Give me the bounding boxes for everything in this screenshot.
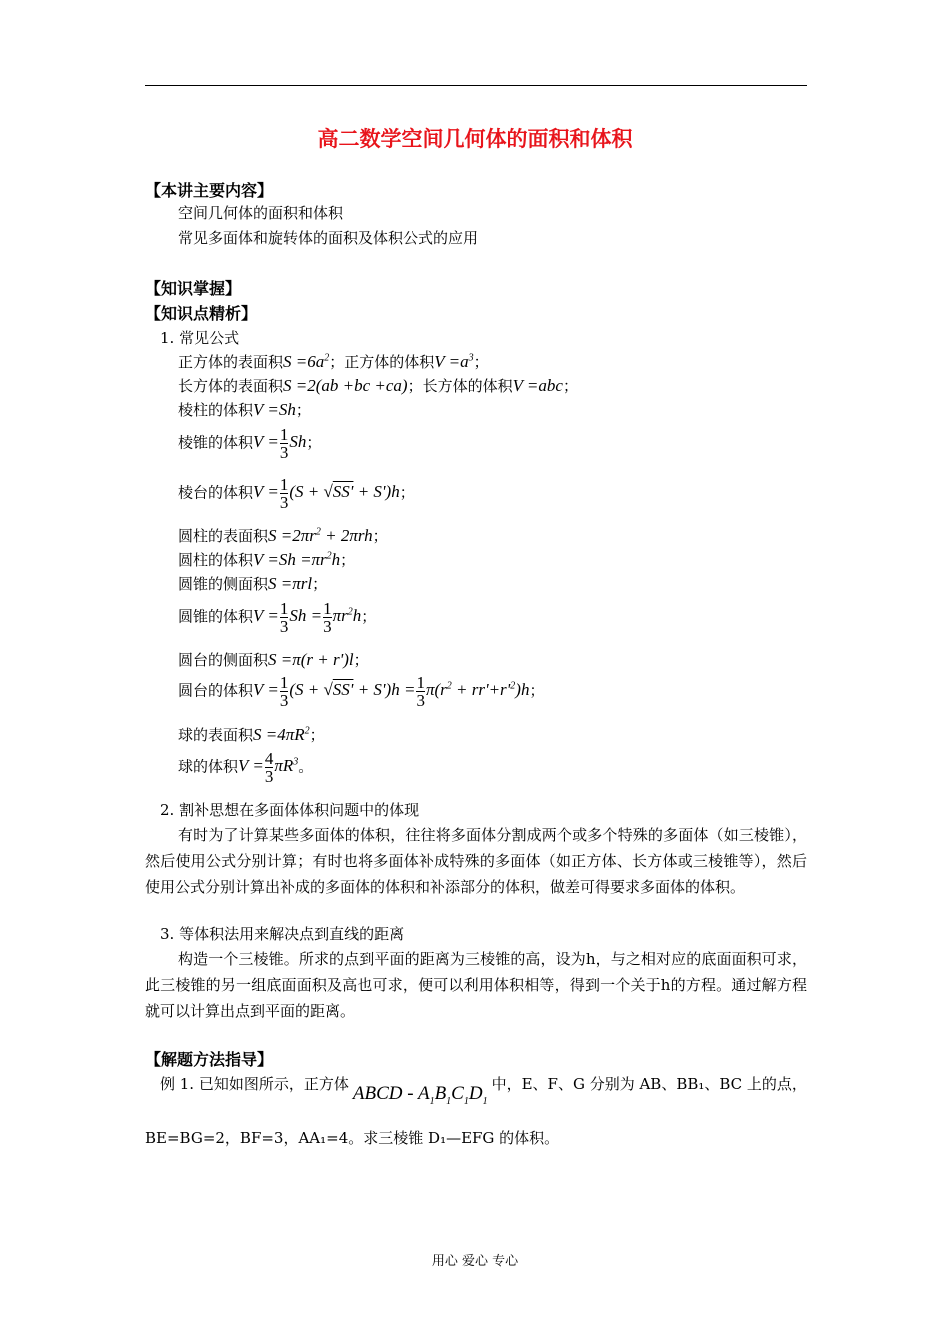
example1-line2: BE=BG=2，BF=3，AA₁=4。求三棱锥 D₁—EFG 的体积。 (145, 1129, 560, 1147)
formula-prism: 棱柱的体积V =Sh； (178, 400, 311, 419)
formula-sphere-volume: 球的体积V = $\frac{4}{3}$ $\pi R^3$。 (178, 749, 314, 786)
formula-cone-side: 圆锥的侧面积S =πrl； (178, 574, 328, 593)
formula-pyramid: 棱锥的体积V = $\frac{1}{3}$ Sh； (178, 425, 322, 462)
formula-sphere-area: 球的表面积$S =4\pi R^2$； (178, 725, 325, 744)
main-content-line-1: 空间几何体的面积和体积 (178, 204, 344, 222)
page-title: 高二数学空间几何体的面积和体积 (317, 127, 633, 151)
item3-body: 构造一个三棱锥。所求的点到平面的距离为三棱锥的高，设为h，与之相对应的底面面积可求，此三棱锥的另一组底面面积及高也可求，便可以利用体积相等，得到一个关于h的方程。通过解方程就可以计算出点到平面的距离。 (145, 950, 807, 1020)
item1-heading: 1. 常见公式 (160, 329, 240, 347)
page-footer: 用心 爱心 专心 (431, 1254, 519, 1269)
formula-cone-volume: 圆锥的体积V = $\frac{1}{3}$ Sh = $\frac{1}{3}$ $\pi r^2h$； (178, 599, 377, 636)
heading-knowledge-points: 【知识点精析】 (145, 304, 258, 323)
heading-knowledge: 【知识掌握】 (145, 279, 242, 298)
item2-heading: 2. 割补思想在多面体体积问题中的体现 (160, 801, 420, 819)
formula-truncated-cone-side: 圆台的侧面积S =π(r + r')l； (178, 650, 369, 669)
formula-cylinder-volume: 圆柱的体积$V =Sh =\pi r^2h$； (178, 550, 356, 569)
top-rule (145, 85, 807, 86)
main-content-line-2: 常见多面体和旋转体的面积及体积公式的应用 (178, 229, 479, 247)
formula-cylinder-area: 圆柱的表面积$S =2\pi r^2 + 2\pi rh$； (178, 526, 388, 545)
formula-cuboid: 长方体的表面积S =2(ab +bc +ca)；长方体的体积V =abc； (178, 376, 578, 395)
formula-frustum: 棱台的体积V = $\frac{1}{3}$ (S + √SS' + S')h； (178, 475, 415, 512)
example1-line1: 例 1. 已知如图所示，正方体 ABCD - $A_1B_1C_1D_1$中，E、F、G 分别为 AB、BB₁、BC 上的点， (160, 1075, 807, 1107)
heading-main-content: 【本讲主要内容】 (145, 181, 274, 200)
item2-body: 有时为了计算某些多面体的体积，往往将多面体分割成两个或多个特殊的多面体（如三棱锥），然后使用公式分别计算；有时也将多面体补成特殊的多面体（如正方体、长方体或三棱锥等），然后使用公式分别计算出补成的多面体的体积和补添部分的体积，做差可得要求多面体的体积。 (145, 826, 807, 896)
item3-heading: 3. 等体积法用来解决点到直线的距离 (160, 925, 405, 943)
heading-method: 【解题方法指导】 (145, 1050, 274, 1069)
formula-cube: 正方体的表面积$S =6a^2$；正方体的体积$V =a^3$； (178, 352, 489, 371)
formula-truncated-cone-volume: 圆台的体积V = $\frac{1}{3}$ (S + √SS' + S')h = $\frac{1}{3}$ $\pi(r^2 + rr'+r'^2)h$； (178, 673, 545, 710)
